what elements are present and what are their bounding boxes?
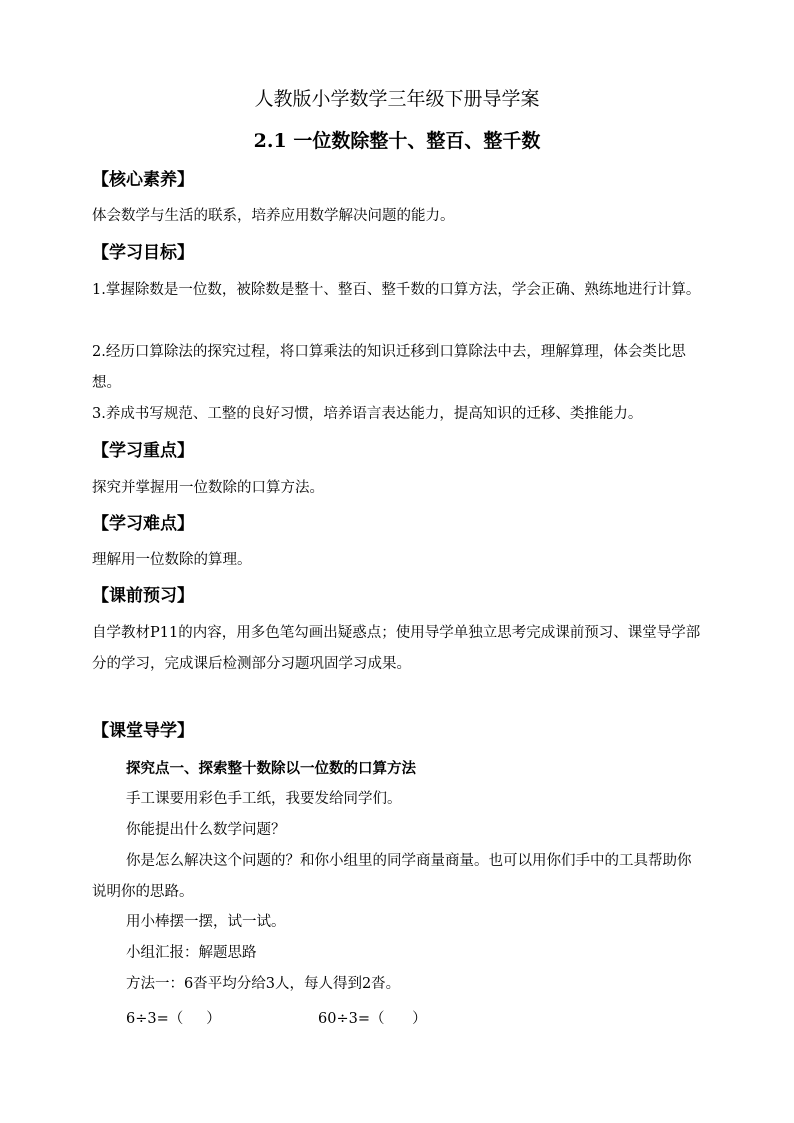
goal-item-1: 1.掌握除数是一位数，被除数是整十、整百、整千数的口算方法，学会正确、熟练地进行计算。 [92,282,701,298]
section-heading-guide: 【课堂导学】 [92,721,194,741]
key-text: 探究并掌握用一位数除的口算方法。 [92,480,324,496]
lesson-title: 2.1 一位数除整十、整百、整千数 [253,130,541,152]
core-text: 体会数学与生活的联系，培养应用数学解决问题的能力。 [92,208,455,224]
preview-text: 自学教材P11的内容，用多色笔勾画出疑惑点；使用导学单独立思考完成课前预习、课堂导学部分的学习，完成课后检测部分习题巩固学习成果。 [92,625,701,672]
section-heading-preview: 【课前预习】 [92,586,194,606]
guide-line-5: 小组汇报：解题思路 [126,945,257,961]
goal-item-2: 2.经历口算除法的探究过程，将口算乘法的知识迁移到口算除法中去，理解算理，体会类比思想。 [92,344,686,391]
formula-60-div-3: 60÷3=（ ） [318,1011,427,1027]
guide-line-4: 用小棒摆一摆，试一试。 [126,914,286,930]
formula-6-div-3: 6÷3=（ ） [126,1011,221,1027]
section-heading-difficulty: 【学习难点】 [92,514,194,534]
guide-line-2: 你能提出什么数学问题？ [126,822,286,838]
guide-line-6: 方法一：6沓平均分给3人，每人得到2沓。 [126,976,401,992]
section-heading-key: 【学习重点】 [92,441,194,461]
guide-line-1: 手工课要用彩色手工纸，我要发给同学们。 [126,791,402,807]
goal-item-3: 3.养成书写规范、工整的良好习惯，培养语言表达能力，提高知识的迁移、类推能力。 [92,406,643,422]
section-heading-core: 【核心素养】 [92,170,194,190]
document-title: 人教版小学数学三年级下册导学案 [254,88,540,110]
guide-line-3: 你是怎么解决这个问题的？和你小组里的同学商量商量。也可以用你们手中的工具帮助你说明你的思路。 [92,853,692,900]
difficulty-text: 理解用一位数除的算理。 [92,552,252,568]
section-heading-goals: 【学习目标】 [92,243,194,263]
explore-point-title: 探究点一、探索整十数除以一位数的口算方法 [126,760,416,777]
